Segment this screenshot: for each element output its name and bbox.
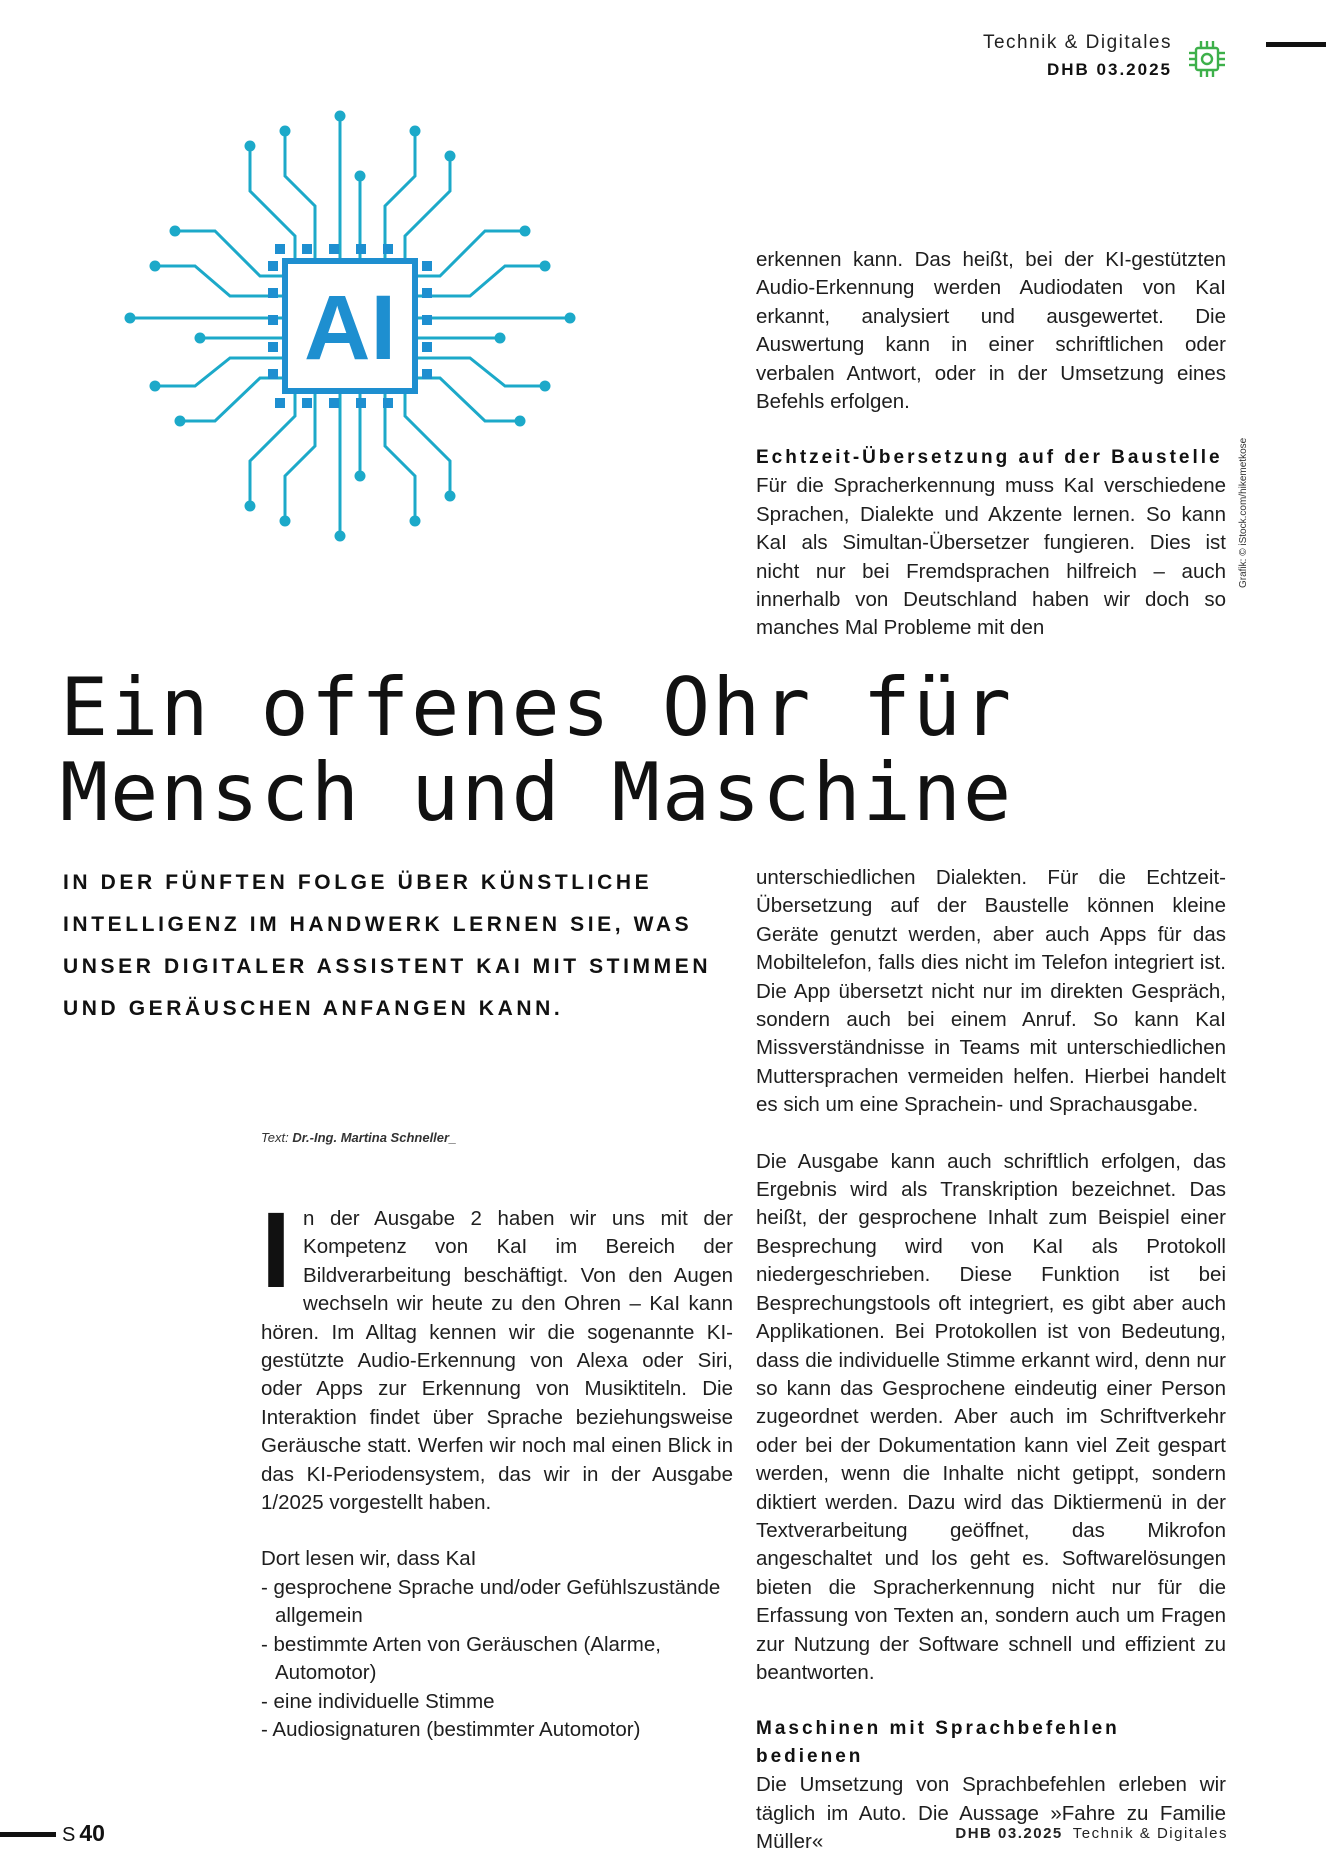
- chip-pad: [422, 315, 432, 325]
- circuit-node: [170, 226, 181, 237]
- chip-pad: [422, 288, 432, 298]
- circuit-node: [495, 333, 506, 344]
- footer-issue: [955, 1825, 1228, 1842]
- intro-paragraph: [261, 1189, 733, 1517]
- circuit-node: [565, 313, 576, 324]
- chip-icon: [1186, 38, 1228, 80]
- title-line-1: Ein offenes Ohr für: [60, 661, 1014, 754]
- circuit-node: [175, 416, 186, 427]
- byline-prefix: Text:: [261, 1130, 289, 1145]
- list-item: - gesprochene Sprache und/oder Gefühlszustände allgemein: [261, 1575, 721, 1628]
- circuit-node: [335, 531, 346, 542]
- circuit-node: [335, 111, 346, 122]
- circuit-trace: [155, 358, 285, 386]
- circuit-trace: [250, 146, 295, 261]
- chip-pad: [422, 342, 432, 352]
- right-column: [756, 864, 1226, 1857]
- circuit-node: [355, 171, 366, 182]
- circuit-trace: [250, 391, 295, 506]
- footer-issue-label: DHB 03.2025: [955, 1825, 1063, 1842]
- circuit-node: [245, 141, 256, 152]
- chip-pad: [329, 244, 339, 254]
- chip-pad: [356, 244, 366, 254]
- chip-pad: [268, 288, 278, 298]
- paragraph: erkennen kann. Das heißt, bei der KI-gestützten Audio-Erkennung werden Audiodaten von KaI erkannt, analysiert und ausgewertet. Die Auswertung kann in einer schriftlichen oder verbalen Antwort, oder in der Umsetzung eines Befehls erfolgen.: [756, 248, 1226, 414]
- circuit-trace: [385, 391, 415, 521]
- paragraph: Für die Spracherkennung muss KaI verschiedene Sprachen, Dialekte und Akzente lernen. So kann KaI als Simultan-Übersetzer fungieren. Dies ist nicht nur bei Fremdsprachen hilfreich – auch innerhalb von Deutschland haben wir doch so manches Mal Probleme mit den: [756, 474, 1226, 640]
- header-section-label: Technik & Digitales: [982, 32, 1172, 53]
- page-prefix: S: [62, 1824, 76, 1846]
- chip-pad: [268, 315, 278, 325]
- circuit-trace: [415, 266, 545, 296]
- footer-section-label: Technik & Digitales: [1072, 1825, 1228, 1842]
- circuit-trace: [405, 156, 450, 261]
- chip-pad: [422, 369, 432, 379]
- circuit-trace: [285, 131, 315, 261]
- chip-pad: [268, 342, 278, 352]
- circuit-trace: [415, 358, 545, 386]
- byline: [261, 1130, 456, 1145]
- chip-pad: [422, 261, 432, 271]
- circuit-node: [195, 333, 206, 344]
- chip-pad: [356, 398, 366, 408]
- chip-pad: [383, 398, 393, 408]
- chip-pad: [302, 244, 312, 254]
- subheading-translation: Echtzeit-Übersetzung auf der Baustelle: [756, 447, 1223, 469]
- list-item: - Audiosignaturen (bestimmter Automotor): [261, 1717, 641, 1741]
- intro-text: n der Ausgabe 2 haben wir uns mit der Kompetenz von KaI im Bereich der Bildverarbeitung beschäftigt. Von den Augen wechseln wir heute zu den Ohren – KaI kann hören. Im Alltag kennen wir die sogenannte KI-gestützte Audio-Erkennung von Alexa oder Siri, oder Apps zur Erkennung von Musiktiteln. Die Interaktion findet über Sprache beziehungsweise Geräusche statt. Werfen wir noch mal einen Blick in das KI-Periodensystem, das wir in der Ausgabe 1/2025 vorgestellt haben.: [261, 1207, 733, 1515]
- article-lead: IN DER FÜNFTEN FOLGE ÜBER KÜNSTLICHE INTELLIGENZ IM HANDWERK LERNEN SIE, WAS UNSER DIGITALER ASSISTENT KAI MIT STIMMEN UND GERÄUSCHEN ANFANGEN KANN.: [63, 871, 712, 1020]
- top-right-column: [756, 246, 1226, 643]
- circuit-node: [150, 261, 161, 272]
- circuit-trace: [155, 266, 285, 296]
- subheading-voice-commands: Maschinen mit Sprachbefehlen bedienen: [756, 1718, 1120, 1768]
- paragraph: Die Ausgabe kann auch schriftlich erfolgen, das Ergebnis wird als Transkription bezeichnet. Das heißt, der gesprochene Inhalt zum Beispiel einer Besprechung wird von KaI als Protokoll niedergeschrieben. Diese Funktion ist bei Besprechungstools oft integriert, es gibt aber auch Applikationen. Bei Protokollen ist von Bedeutung, dass die individuelle Stimme erkannt wird, denn nur so kann das Gesprochene eindeutig einer Person zugeordnet werden. Aber auch im Schriftverkehr oder bei der Dokumentation kann viel Zeit gespart werden, wenn die Inhalte nicht getippt, sondern diktiert werden. Dazu wird das Diktiermenü in der Textverarbeitung geöffnet, das Mikrofon angeschaltet und los geht es. Softwarelösungen bieten die Spracherkennung nicht nur für die Erfassung von Texten an, sondern auch um Fragen zur Nutzung der Software schnell und effizient zu beantworten.: [756, 1149, 1226, 1684]
- circuit-node: [445, 491, 456, 502]
- title-line-2: Mensch und Maschine: [60, 746, 1014, 839]
- circuit-trace: [285, 391, 315, 521]
- chip-pad: [275, 244, 285, 254]
- chip-pad: [329, 398, 339, 408]
- byline-author: Dr.-Ing. Martina Schneller_: [292, 1130, 457, 1145]
- chip-pad: [302, 398, 312, 408]
- chip-pad: [268, 369, 278, 379]
- circuit-node: [410, 126, 421, 137]
- page-number: [62, 1820, 105, 1847]
- circuit-node: [540, 381, 551, 392]
- circuit-trace: [405, 391, 450, 496]
- paragraph: Die Umsetzung von Sprachbefehlen erleben wir täglich im Auto. Die Aussage »Fahre zu Familie Müller«: [756, 1773, 1226, 1854]
- circuit-node: [355, 471, 366, 482]
- header-rule: [1266, 42, 1326, 47]
- article-title: [60, 661, 1260, 839]
- chip-pad: [383, 244, 393, 254]
- left-column: [261, 1189, 733, 1744]
- circuit-node: [280, 126, 291, 137]
- paragraph: Dort lesen wir, dass KaI: [261, 1547, 477, 1571]
- list-item: - bestimmte Arten von Geräuschen (Alarme, Automotor): [261, 1632, 661, 1685]
- chip-pad: [268, 261, 278, 271]
- chip-pad: [275, 398, 285, 408]
- circuit-node: [410, 516, 421, 527]
- circuit-node: [280, 516, 291, 527]
- circuit-node: [125, 313, 136, 324]
- footer-rule: [0, 1832, 56, 1837]
- circuit-node: [515, 416, 526, 427]
- paragraph: unterschiedlichen Dialekten. Für die Echtzeit-Übersetzung auf der Baustelle können kleine Geräte genutzt werden, aber auch Apps für das Mobiltelefon, falls dies nicht im Telefon integriert ist. Die App übersetzt nicht nur im direkten Gespräch, sondern auch bei einem Anruf. So kann KaI Missverständnisse in Teams mit unterschiedlichen Muttersprachen vermeiden helfen. Hierbei handelt es sich um eine Sprachein- und Sprachausgabe.: [756, 866, 1226, 1117]
- circuit-node: [520, 226, 531, 237]
- image-credit: Grafik: © iStock.com/hikemetkose: [1238, 437, 1249, 588]
- circuit-node: [445, 151, 456, 162]
- circuit-trace: [385, 131, 415, 261]
- circuit-node: [245, 501, 256, 512]
- page-number-value: 40: [79, 1820, 105, 1846]
- drop-cap: I: [261, 1189, 292, 1310]
- header-issue-label: DHB 03.2025: [1046, 60, 1172, 79]
- list-item: - eine individuelle Stimme: [261, 1689, 495, 1713]
- circuit-node: [540, 261, 551, 272]
- circuit-node: [150, 381, 161, 392]
- chip-label: AI: [304, 277, 396, 379]
- capability-list: [261, 1574, 733, 1744]
- ai-chip-graphic: [90, 86, 610, 606]
